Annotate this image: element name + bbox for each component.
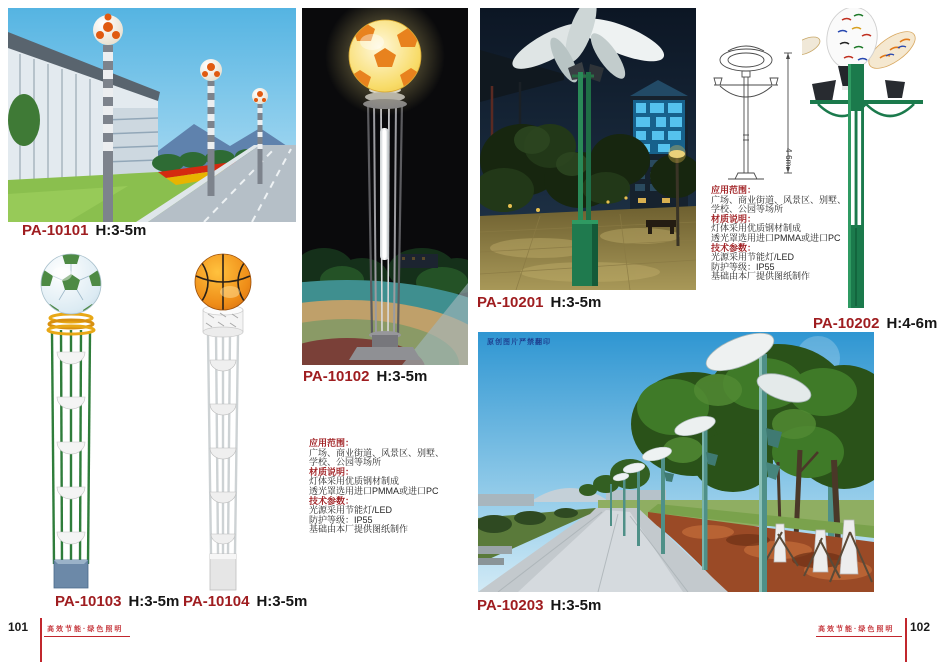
product-code: PA-10104: [183, 593, 250, 610]
spec-tech-line: 基础由本厂提供图纸制作: [309, 524, 409, 535]
product-height: H:3-5m: [376, 368, 428, 385]
spec-tech-line: 防护等级：IP55: [711, 261, 775, 272]
product-code: PA-10201: [477, 294, 544, 311]
spec-material-label: 材质说明：: [711, 213, 757, 224]
spec-application-label: 应用范围：: [309, 438, 355, 448]
product-pa10104-basketball-lamp-illustration: [190, 252, 256, 592]
caption-pa10102: [303, 368, 427, 385]
photo-pa10201: [480, 8, 696, 290]
product-height: H:3-5m: [550, 597, 602, 614]
footer-underline-right: [816, 636, 902, 637]
spec-tech-label: 技术参数：: [309, 495, 355, 506]
footer-divider-left: [40, 618, 42, 662]
scene-football-pillar-lamps-illustration: [8, 8, 296, 222]
spec-material-line: 灯体采用优质钢材制成: [711, 223, 802, 234]
footer-divider-right: [905, 618, 907, 662]
avenue-leaf-lamps-illustration: [478, 332, 874, 592]
product-code: PA-10102: [303, 368, 370, 385]
product-height: H:4-6m: [886, 315, 938, 332]
spec-tech-label: 技术参数：: [711, 242, 757, 253]
spec-application-label: 应用范围：: [711, 185, 757, 195]
spec-material-line: 灯体采用优质钢材制成: [309, 476, 400, 487]
spec-material-line: 透光罩选用进口PMMA或进口PC: [711, 232, 841, 243]
caption-pa10101: [22, 222, 146, 239]
photo-pa10102: [302, 8, 468, 365]
drawing-dimension-label: 4-6m: [784, 148, 793, 167]
spec-tech-line: 光源采用节能灯/LED: [309, 505, 393, 516]
product-code: PA-10202: [813, 315, 880, 332]
footer-slogan-left: 高效节能·绿色照明: [47, 626, 124, 633]
caption-pa10104: [183, 593, 307, 610]
product-height: H:3-5m: [550, 294, 602, 311]
spec-material-line: 透光罩选用进口PMMA或进口PC: [309, 485, 439, 496]
caption-pa10103: [55, 593, 179, 610]
photo-watermark: 原创图片严禁翻印: [487, 339, 551, 346]
night-leaf-lamp-illustration: [480, 8, 696, 290]
night-football-lamp-illustration: [302, 8, 468, 365]
product-height: H:3-5m: [128, 593, 180, 610]
caption-pa10203: [477, 597, 601, 614]
product-code: PA-10103: [55, 593, 122, 610]
caption-pa10201: [477, 294, 601, 311]
footer-underline-left: [44, 636, 130, 637]
spec-application-line: 学校、公园等场所: [711, 204, 784, 215]
product-pa10103-soccer-lamp-illustration: [36, 252, 108, 592]
spec-material-label: 材质说明：: [309, 466, 355, 477]
product-height: H:3-5m: [256, 593, 308, 610]
spec-application-line: 广场、商业街道、风景区、别墅、: [309, 447, 445, 458]
product-pa10202-wing-lamp-illustration: [802, 8, 947, 308]
product-code: PA-10203: [477, 597, 544, 614]
spec-tech-line: 防护等级：IP55: [309, 514, 373, 525]
caption-pa10202: [813, 315, 937, 332]
spec-block-left: [309, 439, 444, 535]
spec-application-line: 广场、商业街道、风景区、别墅、: [711, 194, 847, 205]
footer-slogan-right: 高效节能·绿色照明: [818, 626, 895, 633]
spec-application-line: 学校、公园等场所: [309, 457, 382, 468]
spec-tech-line: 光源采用节能灯/LED: [711, 252, 795, 263]
page-number-left: 101: [8, 620, 29, 634]
product-height: H:3-5m: [95, 222, 147, 239]
page-number-right: 102: [910, 620, 931, 634]
spec-tech-line: 基础由本厂提供图纸制作: [711, 271, 811, 282]
photo-pa10203: [478, 332, 874, 592]
photo-pa10101: [8, 8, 296, 222]
product-code: PA-10101: [22, 222, 89, 239]
